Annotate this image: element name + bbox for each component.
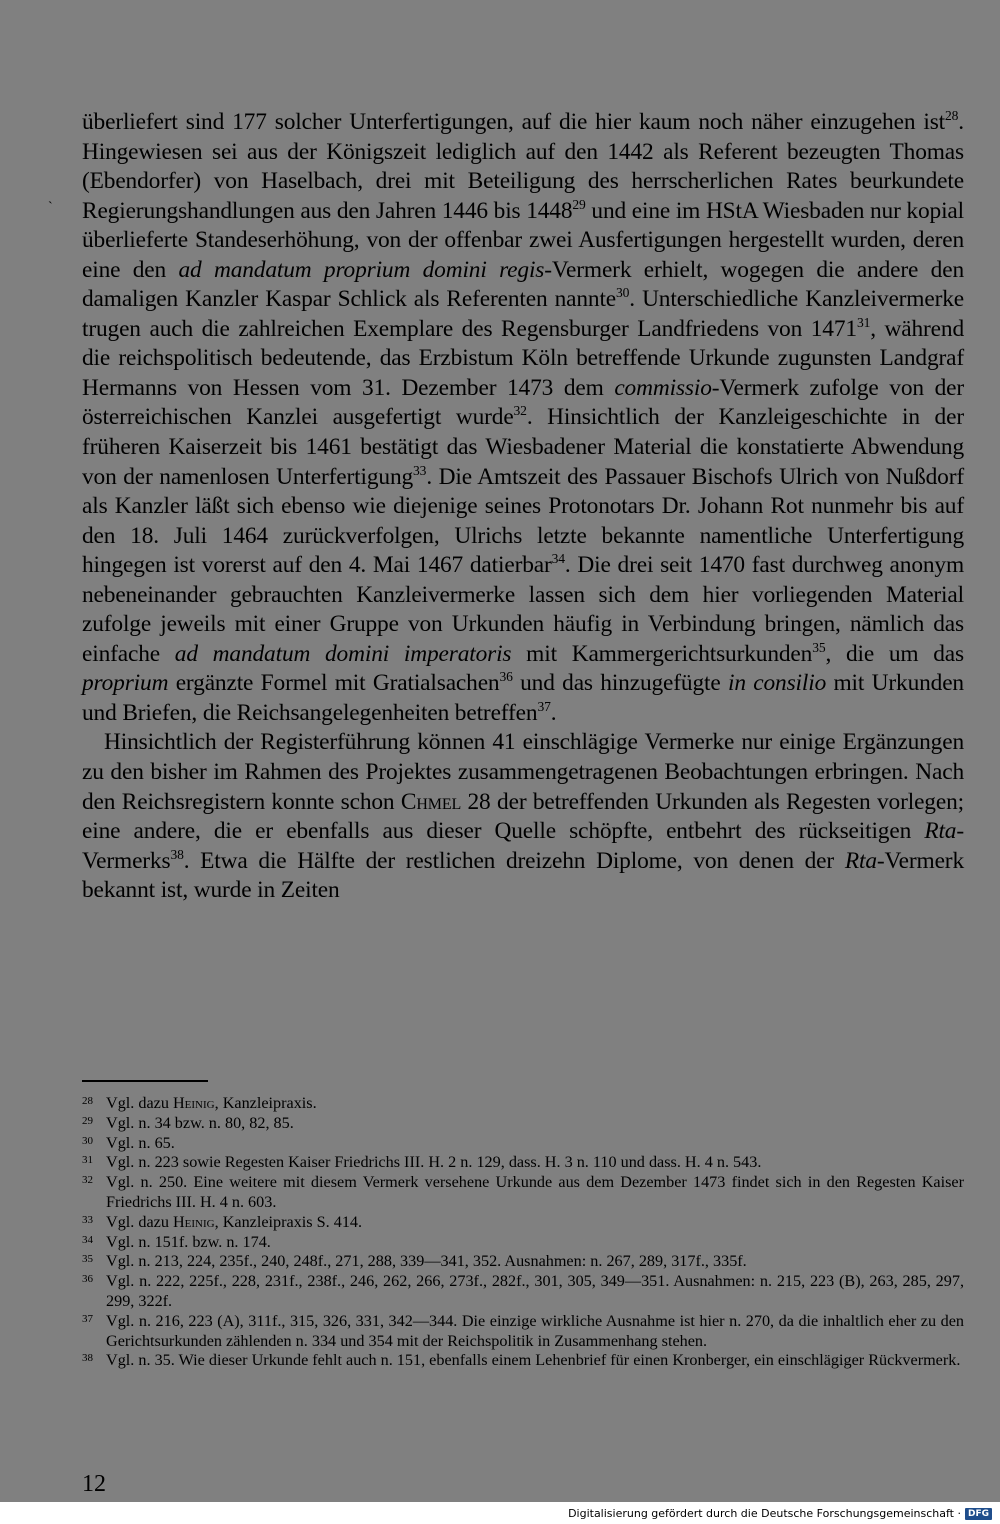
footnote-ref-29[interactable]: 29 — [572, 196, 586, 212]
footnote-ref-37[interactable]: 37 — [537, 699, 551, 715]
main-text — [82, 108, 964, 906]
credit-text: Digitalisierung gefördert durch die Deutsche Forschungsgemeinschaft · — [568, 1507, 961, 1520]
footnote-ref-36[interactable]: 36 — [499, 669, 513, 685]
footnote-30: 30 Vgl. n. 65. — [82, 1133, 175, 1152]
paragraph-2: Hinsichtlich der Registerführung können 41 einschlägige Vermerke nur einige Ergänzungen zu den bisher im Rahmen des Projektes zusammengetragenen Beobachtungen erbringen. Nach den Reichsregistern konnte schon Chmel 28 der betreffenden Urkunden als Regesten vorlegen; eine andere, die er ebenfalls aus dieser Quelle schöpfte, entbehrt des rückseitigen Rta-Vermerks$^{38}$. Etwa die Hälfte der restlichen dreizehn Diplome, von denen der Rta-Vermerk bekannt ist, wurde in Zeiten — [82, 729, 964, 904]
footnote-35: 35 Vgl. n. 213, 224, 235f., 240, 248f., 271, 288, 339—341, 352. Ausnahmen: n. 267, 289, 317f., 335f. — [82, 1252, 747, 1271]
footnote-33: 33 Vgl. dazu Heinig, Kanzleipraxis S. 414. — [82, 1212, 363, 1231]
footnote-ref-38[interactable]: 38 — [170, 846, 184, 862]
page-number: 12 — [82, 1471, 106, 1497]
footnote-ref-35[interactable]: 35 — [812, 640, 826, 656]
footnotes — [82, 1094, 964, 1371]
footnote-31: 31 Vgl. n. 223 sowie Regesten Kaiser Friedrichs III. H. 2 n. 129, dass. H. 3 n. 110 und dass. H. 4 n. 543. — [82, 1153, 762, 1172]
footnote-37: 37 Vgl. n. 216, 223 (A), 311f., 315, 326, 331, 342—344. Die einzige wirkliche Ausnahme ist hier n. 270, da die inhaltlich eher zu den Gerichtsurkunden zählenden n. 334 und 354 mit der Reichspolitik in Zusammenhang stehen. — [82, 1311, 964, 1350]
footnote-29: 29 Vgl. n. 34 bzw. n. 80, 82, 85. — [82, 1113, 294, 1132]
footnote-36: 36 Vgl. n. 222, 225f., 228, 231f., 238f., 246, 262, 266, 273f., 282f., 301, 305, 349—351. Ausnahmen: n. 215, 223 (B), 263, 285, 297, 299, 322f. — [82, 1272, 964, 1310]
paragraph-1: überliefert sind 177 solcher Unterfertigungen, auf die hier kaum noch näher einzugehen ist$^{28}$. Hingewiesen sei aus der Königszeit lediglich auf den 1442 als Referent bezeugten Thomas (Ebendorfer) von Haselbach, drei mit Beteiligung des herrscherlichen Rates beurkundete Regierungshandlungen aus den Jahren 1446 bis 1448$^{29}$ und eine im HStA Wiesbaden nur kopial überlieferte Standeserhöhung, von der offenbar zwei Ausfertigungen hergestellt wurden, deren eine den ad mandatum proprium domini regis-Vermerk erhielt, wogegen die andere den damaligen Kanzler Kaspar Schlick als Referenten nannte$^{30}$. Unterschiedliche Kanzleivermerke trugen auch die zahlreichen Exemplare des Regensburger Landfriedens von 1471$^{31}$, während die reichspolitisch bedeutende, das Erzbistum Köln betreffende Urkunde zugunsten Landgraf Hermanns von Hessen vom 31. Dezember 1473 dem commissio-Vermerk zufolge von der österreichischen Kanzlei ausgefertigt wurde$^{32}$. Hinsichtlich der Kanzleigeschichte in der früheren Kaiserzeit bis 1461 bestätigt das Wiesbadener Material die konstatierte Abwendung von der namenlosen Unterfertigung$^{33}$. Die Amtszeit des Passauer Bischofs Ulrich von Nußdorf als Kanzler läßt sich ebenso wie diejenige seines Protonotars Dr. Johann Rot nunmehr bis auf den 18. Juli 1464 zurückverfolgen, Ulrichs letzte bekannte namentliche Unterfertigung hingegen ist vorerst auf den 4. Mai 1467 datierbar$^{34}$. Die drei seit 1470 fast durchweg anonym nebeneinander gebrauchten Kanzleivermerke lassen sich dem hier vorliegenden Material zufolge jeweils mit einer Gruppe von Urkunden häufig in Verbindung bringen, nämlich das einfache ad mandatum domini imperatoris mit Kammergerichtsurkunden$^{35}$, die um das proprium ergänzte Formel mit Gratialsachen$^{36}$ und das hinzugefügte in consilio mit Urkunden und Briefen, die Reichsangelegenheiten betreffen$^{37}$. — [82, 108, 965, 726]
footnote-ref-28[interactable]: 28 — [945, 108, 959, 124]
footnote-ref-32[interactable]: 32 — [513, 403, 527, 419]
footnote-38: 38 Vgl. n. 35. Wie dieser Urkunde fehlt auch n. 151, ebenfalls einem Lehenbrief für einen Kronberger, ein einschlägiger Rückvermerk. — [82, 1351, 961, 1370]
dfg-credit — [568, 1506, 992, 1522]
footnote-separator — [82, 1080, 208, 1082]
footnote-ref-30[interactable]: 30 — [616, 285, 630, 301]
footnote-32: 32 Vgl. n. 250. Eine weitere mit diesem Vermerk versehene Urkunde aus dem Dezember 1473 findet sich in den Regesten Kaiser Friedrichs III. H. 4 n. 603. — [82, 1173, 964, 1211]
footnote-34: 34 Vgl. n. 151f. bzw. n. 174. — [82, 1232, 271, 1251]
stray-mark: ` — [48, 200, 53, 215]
author-chmel: Chmel — [400, 788, 462, 815]
footnote-ref-31[interactable]: 31 — [856, 315, 871, 331]
footnote-ref-33[interactable]: 33 — [413, 462, 427, 478]
footnote-ref-34[interactable]: 34 — [551, 551, 565, 567]
dfg-logo-icon: DFG — [965, 1508, 992, 1520]
footnote-28: 28 Vgl. dazu Heinig, Kanzleipraxis. — [82, 1094, 317, 1112]
